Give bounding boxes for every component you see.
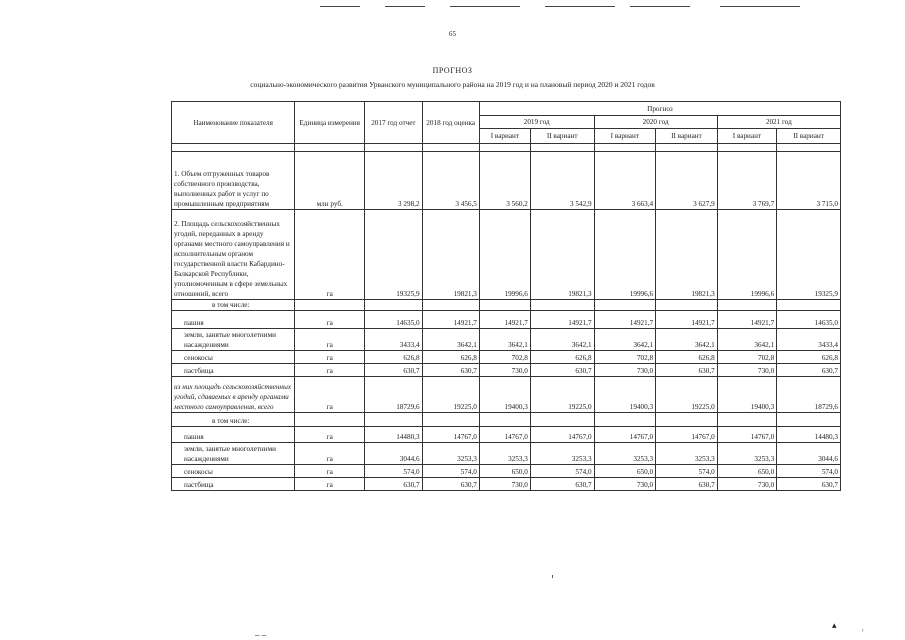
row-value: 14480,3 — [365, 427, 422, 443]
row-value — [594, 300, 656, 311]
scan-line — [720, 6, 800, 7]
scan-mark: ᵣ — [862, 624, 864, 633]
row-value: 14767,0 — [656, 427, 718, 443]
row-value: 730,0 — [717, 364, 776, 377]
header-unit: Единица измерения — [295, 102, 365, 144]
row-value: 19996,6 — [717, 210, 776, 300]
row-value: 14635,0 — [365, 311, 422, 329]
row-value: 19400,3 — [717, 377, 776, 413]
row-value: 574,0 — [777, 465, 841, 478]
row-unit: га — [295, 377, 365, 413]
row-label: земли, занятые многолетними насаждениями — [172, 329, 295, 351]
row-value: 626,8 — [365, 351, 422, 364]
row-value: 14767,0 — [717, 427, 776, 443]
row-value: 3253,3 — [422, 443, 479, 465]
row-value: 3642,1 — [530, 329, 594, 351]
row-value: 3 663,4 — [594, 152, 656, 210]
row-value: 19821,3 — [422, 210, 479, 300]
row-value: 626,8 — [656, 351, 718, 364]
row-value: 14921,7 — [479, 311, 530, 329]
header-variant-2: II вариант — [777, 129, 841, 144]
row-value: 14921,7 — [717, 311, 776, 329]
row-value: 19225,0 — [530, 377, 594, 413]
row-value — [530, 300, 594, 311]
row-value: 14767,0 — [422, 427, 479, 443]
row-value: 730,0 — [479, 478, 530, 491]
row-value: 19400,3 — [594, 377, 656, 413]
row-unit: га — [295, 311, 365, 329]
row-value: 702,8 — [479, 351, 530, 364]
row-value: 3 298,2 — [365, 152, 422, 210]
row-value: 650,0 — [479, 465, 530, 478]
row-value — [656, 413, 718, 427]
row-value — [365, 300, 422, 311]
row-value: 19225,0 — [656, 377, 718, 413]
forecast-table — [171, 101, 841, 491]
header-2019: 2019 год — [479, 116, 594, 129]
header-variant-1: I вариант — [594, 129, 656, 144]
row-value: 3642,1 — [717, 329, 776, 351]
table-row — [172, 351, 841, 364]
row-label: земли, занятые многолетними насаждениями — [172, 443, 295, 465]
row-value: 3 715,0 — [777, 152, 841, 210]
header-name: Наименование показателя — [172, 102, 295, 144]
row-value: 14480,3 — [777, 427, 841, 443]
row-value: 630,7 — [530, 478, 594, 491]
table-row — [172, 465, 841, 478]
row-value: 3433,4 — [365, 329, 422, 351]
row-value: 19400,3 — [479, 377, 530, 413]
row-value: 702,8 — [594, 351, 656, 364]
header-2018: 2018 год оценка — [422, 102, 479, 144]
row-label: в том числе: — [172, 300, 295, 311]
row-unit: га — [295, 478, 365, 491]
row-value: 630,7 — [422, 364, 479, 377]
row-value: 19325,9 — [365, 210, 422, 300]
footer-dash: – – — [255, 630, 267, 640]
row-label: пастбища — [172, 478, 295, 491]
row-value — [479, 300, 530, 311]
header-2021: 2021 год — [717, 116, 840, 129]
document-subtitle: социально-экономического развития Урванского муниципального района на 2019 год и на плановый период 2020 и 2021 годов — [250, 80, 655, 89]
row-value: 702,8 — [717, 351, 776, 364]
row-value — [777, 413, 841, 427]
row-value: 650,0 — [717, 465, 776, 478]
table-row — [172, 210, 841, 300]
row-value: 3 560,2 — [479, 152, 530, 210]
row-value: 14921,7 — [530, 311, 594, 329]
row-value: 3 769,7 — [717, 152, 776, 210]
row-label: из них площадь сельскохозяйственных угодий, сдаваемых в аренду органами местного самоуправления, всего — [172, 377, 295, 413]
row-value: 630,7 — [777, 364, 841, 377]
row-value — [479, 413, 530, 427]
header-forecast: Прогноз — [479, 102, 840, 116]
row-value: 3642,1 — [656, 329, 718, 351]
table-row — [172, 413, 841, 427]
row-value: 626,8 — [422, 351, 479, 364]
row-value: 3253,3 — [530, 443, 594, 465]
row-value — [422, 300, 479, 311]
table-row — [172, 443, 841, 465]
row-value: 14767,0 — [479, 427, 530, 443]
row-value: 19996,6 — [479, 210, 530, 300]
table-row — [172, 152, 841, 210]
row-unit: га — [295, 364, 365, 377]
row-label: сенокосы — [172, 351, 295, 364]
row-value: 626,8 — [530, 351, 594, 364]
row-value: 3642,1 — [594, 329, 656, 351]
row-unit: га — [295, 427, 365, 443]
row-value — [656, 300, 718, 311]
row-value: 630,7 — [656, 478, 718, 491]
row-value: 14921,7 — [594, 311, 656, 329]
document-title: ПРОГНОЗ — [432, 66, 473, 75]
row-unit: га — [295, 443, 365, 465]
row-value — [530, 413, 594, 427]
table-row — [172, 427, 841, 443]
row-value: 730,0 — [717, 478, 776, 491]
header-variant-2: II вариант — [656, 129, 718, 144]
row-value: 19996,6 — [594, 210, 656, 300]
row-value: 630,7 — [530, 364, 594, 377]
row-value: 3044,6 — [777, 443, 841, 465]
row-value: 574,0 — [365, 465, 422, 478]
row-value: 19821,3 — [656, 210, 718, 300]
row-value: 3433,4 — [777, 329, 841, 351]
row-value: 14635,0 — [777, 311, 841, 329]
row-unit: га — [295, 465, 365, 478]
row-unit — [295, 300, 365, 311]
row-value: 14921,7 — [422, 311, 479, 329]
header-2020: 2020 год — [594, 116, 717, 129]
table-row — [172, 300, 841, 311]
row-value — [777, 300, 841, 311]
row-value: 3 542,9 — [530, 152, 594, 210]
scan-line — [545, 6, 615, 7]
row-value: 630,7 — [422, 478, 479, 491]
row-value: 730,0 — [594, 364, 656, 377]
row-unit: млн руб. — [295, 152, 365, 210]
row-value: 574,0 — [656, 465, 718, 478]
scan-mark: ▴ — [832, 620, 837, 630]
table-row — [172, 364, 841, 377]
row-value: 3253,3 — [717, 443, 776, 465]
row-value: 18729,6 — [777, 377, 841, 413]
row-value: 630,7 — [777, 478, 841, 491]
row-value: 626,8 — [777, 351, 841, 364]
row-value: 14921,7 — [656, 311, 718, 329]
row-value: 19821,3 — [530, 210, 594, 300]
row-label: пашня — [172, 311, 295, 329]
table-row — [172, 478, 841, 491]
row-value: 3642,1 — [422, 329, 479, 351]
table-row — [172, 311, 841, 329]
row-unit: га — [295, 351, 365, 364]
header-variant-2: II вариант — [530, 129, 594, 144]
row-value: 3 627,9 — [656, 152, 718, 210]
row-value: 730,0 — [594, 478, 656, 491]
row-value — [717, 300, 776, 311]
header-variant-1: I вариант — [717, 129, 776, 144]
row-unit: га — [295, 329, 365, 351]
row-value: 630,7 — [656, 364, 718, 377]
row-value — [594, 413, 656, 427]
row-value: 19225,0 — [422, 377, 479, 413]
scan-line — [450, 6, 520, 7]
row-value: 19325,9 — [777, 210, 841, 300]
table-row — [172, 329, 841, 351]
row-value: 3253,3 — [594, 443, 656, 465]
row-unit — [295, 413, 365, 427]
row-unit: га — [295, 210, 365, 300]
row-label: в том числе: — [172, 413, 295, 427]
row-value: 3253,3 — [656, 443, 718, 465]
page-number: 65 — [449, 30, 456, 38]
scan-line — [385, 6, 425, 7]
row-value: 574,0 — [530, 465, 594, 478]
row-value — [422, 413, 479, 427]
scan-line — [630, 6, 690, 7]
row-value: 630,7 — [365, 478, 422, 491]
scan-speck — [552, 575, 553, 578]
row-value: 18729,6 — [365, 377, 422, 413]
row-value — [365, 413, 422, 427]
row-label: пашня — [172, 427, 295, 443]
row-value: 3044,6 — [365, 443, 422, 465]
row-label: сенокосы — [172, 465, 295, 478]
scan-line — [320, 6, 360, 7]
header-2017: 2017 год отчет — [365, 102, 422, 144]
row-value: 3642,1 — [479, 329, 530, 351]
row-value: 650,0 — [594, 465, 656, 478]
row-value: 630,7 — [365, 364, 422, 377]
row-label: 2. Площадь сельскохозяйственных угодий, переданных в аренду органами местного самоуправления и исполнительным органом государственной власти Кабардино-Балкарской Республики, уполномоченным в сфере земельных отношений, всего — [172, 210, 295, 300]
row-label: 1. Объем отгруженных товаров собственного производства, выполненных работ и услуг по промышленным предприятиям — [172, 152, 295, 210]
row-value: 14767,0 — [594, 427, 656, 443]
row-value — [717, 413, 776, 427]
row-value: 730,0 — [479, 364, 530, 377]
header-variant-1: I вариант — [479, 129, 530, 144]
row-label: пастбища — [172, 364, 295, 377]
table-row — [172, 377, 841, 413]
row-value: 14767,0 — [530, 427, 594, 443]
row-value: 3253,3 — [479, 443, 530, 465]
row-value: 574,0 — [422, 465, 479, 478]
row-value: 3 456,5 — [422, 152, 479, 210]
